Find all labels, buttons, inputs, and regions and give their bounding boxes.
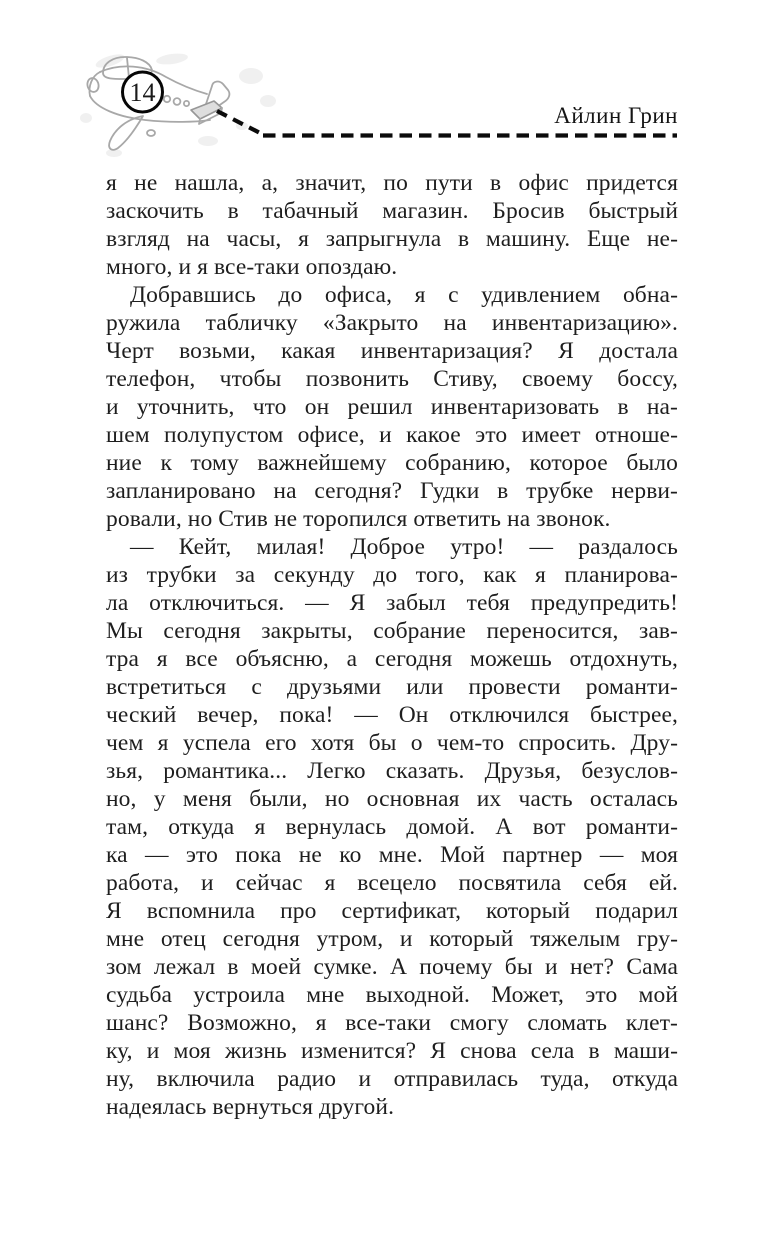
text-line: шанс? Возможно, я все-таки смогу сломать клет- (106, 1010, 678, 1036)
text-line: встретиться с друзьями или провести романти- (106, 674, 678, 700)
text-line: телефон, чтобы позвонить Стиву, своему боссу, (106, 366, 678, 392)
paragraph (106, 533, 678, 1121)
text-line: из трубки за секунду до того, как я планирова- (106, 562, 678, 588)
text-line: Черт возьми, какая инвентаризация? Я достала (106, 338, 678, 364)
text-line: заскочить в табачный магазин. Бросив быстрый (106, 198, 678, 224)
text-line: ну, включила радио и отправилась туда, откуда (106, 1066, 678, 1092)
page-number-badge (123, 72, 163, 112)
text-line: ружила табличку «Закрыто на инвентаризацию». (106, 310, 678, 336)
text-line: ние к тому важнейшему собранию, которое было (106, 450, 678, 476)
text-line: Мы сегодня закрыты, собрание переносится, зав- (106, 618, 678, 644)
paragraph (106, 281, 678, 533)
text-line: ку, и моя жизнь изменится? Я снова села в маши- (106, 1038, 678, 1064)
text-line: ла отключиться. — Я забыл тебя предупредить! (106, 590, 678, 616)
text-line: зом лежал в моей сумке. А почему бы и нет? Сама (106, 954, 678, 980)
text-line: работа, и сейчас я всецело посвятила себя ей. (106, 870, 678, 896)
text-line: ческий вечер, пока! — Он отключился быстрее, (106, 702, 678, 728)
text-line: много, и я все-таки опоздаю. (106, 254, 398, 280)
text-line: запланировано на сегодня? Гудки в трубке нерви- (106, 478, 678, 504)
text-line: судьба устроила мне выходной. Может, это мой (106, 982, 678, 1008)
text-line: но, у меня были, но основная их часть осталась (106, 786, 678, 812)
text-line: ровали, но Стив не торопился ответить на звонок. (106, 506, 611, 532)
text-line: Я вспомнила про сертификат, который подарил (106, 898, 678, 924)
text-line: шем полупустом офисе, и какое это имеет отноше- (106, 422, 678, 448)
text-line: я не нашла, а, значит, по пути в офис придется (106, 170, 678, 196)
text-line: надеялась вернуться другой. (106, 1094, 395, 1120)
text-line: зья, романтика... Легко сказать. Друзья, безуслов- (106, 758, 678, 784)
text-line: там, откуда я вернулась домой. А вот романти- (106, 814, 678, 840)
text-line: Добравшись до офиса, я с удивлением обна- (130, 282, 678, 308)
text-line: и уточнить, что он решил инвентаризовать в на- (106, 394, 678, 420)
running-header-author: Айлин Грин (554, 103, 678, 128)
page-number: 14 (129, 78, 156, 107)
text-line: мне отец сегодня утром, и который тяжелым гру- (106, 926, 678, 952)
header-art (0, 0, 768, 170)
text-line: — Кейт, милая! Доброе утро! — раздалось (130, 534, 678, 560)
paragraph (106, 169, 678, 281)
text-line: ка — это пока не ко мне. Мой партнер — моя (106, 842, 678, 868)
page-text (106, 169, 678, 1121)
text-line: чем я успела его хотя бы о чем-то спросить. Дру- (106, 730, 678, 756)
text-line: тра я все объясню, а сегодня можешь отдохнуть, (106, 646, 678, 672)
text-line: взгляд на часы, я запрыгнула в машину. Еще не- (106, 226, 678, 252)
